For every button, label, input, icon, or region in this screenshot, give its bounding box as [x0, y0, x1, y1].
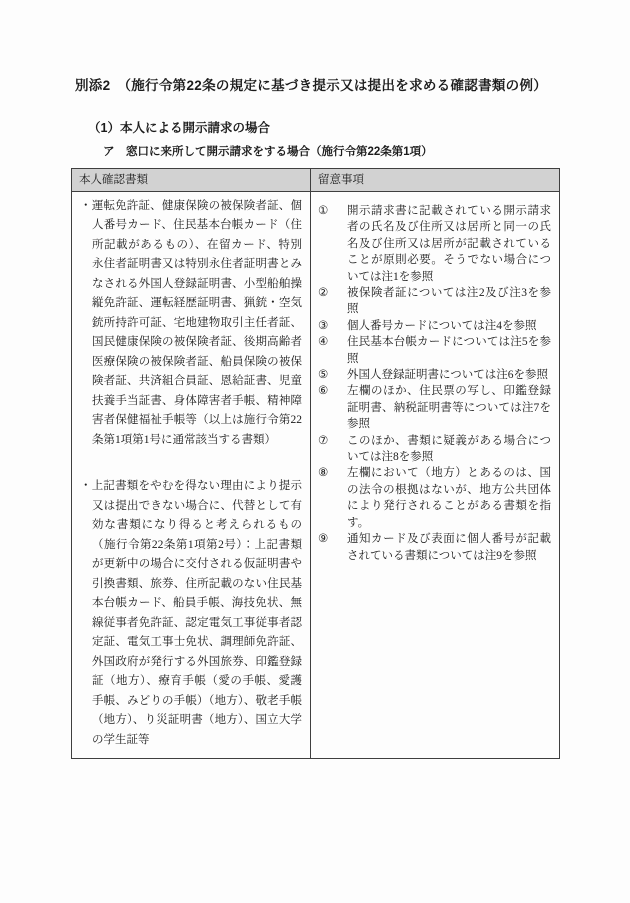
note-item-5 [318, 367, 551, 383]
note-item-4 [318, 334, 551, 367]
note-text: 左欄において（地方）とあるのは、国の法令の根拠はないが、地方公共団体により発行されることがある書類を指す。 [347, 467, 551, 529]
note-item-1 [318, 203, 551, 285]
document-list-alternative: ・上記書類をやむを得ない理由により提示又は提出できない場合に、代替として有効な書類になり得ると考えられるもの（施行令第22条第1項第2号）：上記書類が更新中の場合に交付される仮証明書や引換書類、旅券、住所記載のない住民基本台帳カード、船員手帳、海技免状、無線従事者免許証、認定電気工事従事者認定証、電気工事士免状、調理師免許証、外国政府が発行する外国旅券、印鑑登録証（地方）、療育手帳（愛の手帳、愛護手帳、みどりの手帳）（地方）、敬老手帳（地方）、り災証明書（地方）、国立大学の学生証等 [80, 480, 302, 746]
note-text: 通知カード及び表面に個人番号が記載されている書類については注9を参照 [347, 533, 551, 562]
note-item-9 [318, 531, 551, 564]
document-list-primary: ・運転免許証、健康保険の被保険者証、個人番号カード、住民基本台帳カード（住所記載があるもの）、在留カード、特別永住者証明書又は特別永住者証明書とみなされる外国人登録証明書、小型船舶操縦免許証、運転経歴証明書、猟銃・空気銃所持許可証、宅地建物取引主任者証、国民健康保険の被保険者証、後期高齢者医療保険の被保険者証、船員保険の被保険者証、共済組合員証、恩給証書、児童扶養手当証書、身体障害者手帳、精神障害者保健福祉手帳等（以上は施行令第22条第1項第1号に通常該当する書類） [80, 199, 302, 446]
identity-documents-cell [72, 191, 311, 759]
table-header-row [72, 168, 560, 191]
confirmation-documents-table [71, 168, 560, 760]
note-item-7 [318, 433, 551, 466]
note-text: 外国人登録証明書については注6を参照 [347, 369, 549, 382]
note-marker: ⑥ [318, 385, 329, 398]
note-item-3 [318, 318, 551, 334]
note-text: 開示請求書に記載されている開示請求者の氏名及び住所又は居所と同一の氏名及び住所又は居所が記載されていることが原則必要。そうでない場合については注1を参照 [347, 204, 551, 283]
note-marker: ⑤ [318, 369, 329, 382]
note-text: 個人番号カードについては注4を参照 [347, 319, 537, 332]
table-body-row [72, 191, 560, 759]
note-text: 被保険者証については注2及び注3を参照 [347, 287, 551, 316]
note-marker: ③ [318, 319, 329, 332]
note-marker: ④ [318, 336, 329, 349]
column-header-notes: 留意事項 [311, 168, 560, 191]
note-text: 住民基本台帳カードについては注5を参照 [347, 336, 551, 365]
note-marker: ⑧ [318, 467, 329, 480]
note-text: このほか、書類に疑義がある場合については注8を参照 [347, 434, 551, 464]
section-heading: （1）本人による開示請求の場合 [88, 121, 270, 136]
note-item-2 [318, 285, 551, 318]
note-marker: ⑨ [318, 533, 329, 546]
subsection-heading: ア 窓口に来所して開示請求をする場合（施行令第22条第1項） [103, 146, 433, 159]
page-title: 別添2 （施行令第22条の規定に基づき提示又は提出を求める確認書類の例） [75, 78, 548, 93]
note-item-8 [318, 465, 551, 531]
note-text: 左欄のほか、住民票の写し、印鑑登録証明書、納税証明書等については注7を参照 [347, 385, 551, 431]
note-marker: ① [318, 204, 329, 217]
note-marker: ⑦ [318, 434, 329, 447]
column-header-identity-documents: 本人確認書類 [72, 168, 311, 191]
note-item-6 [318, 383, 551, 432]
note-marker: ② [318, 287, 329, 300]
notes-cell [311, 191, 560, 759]
